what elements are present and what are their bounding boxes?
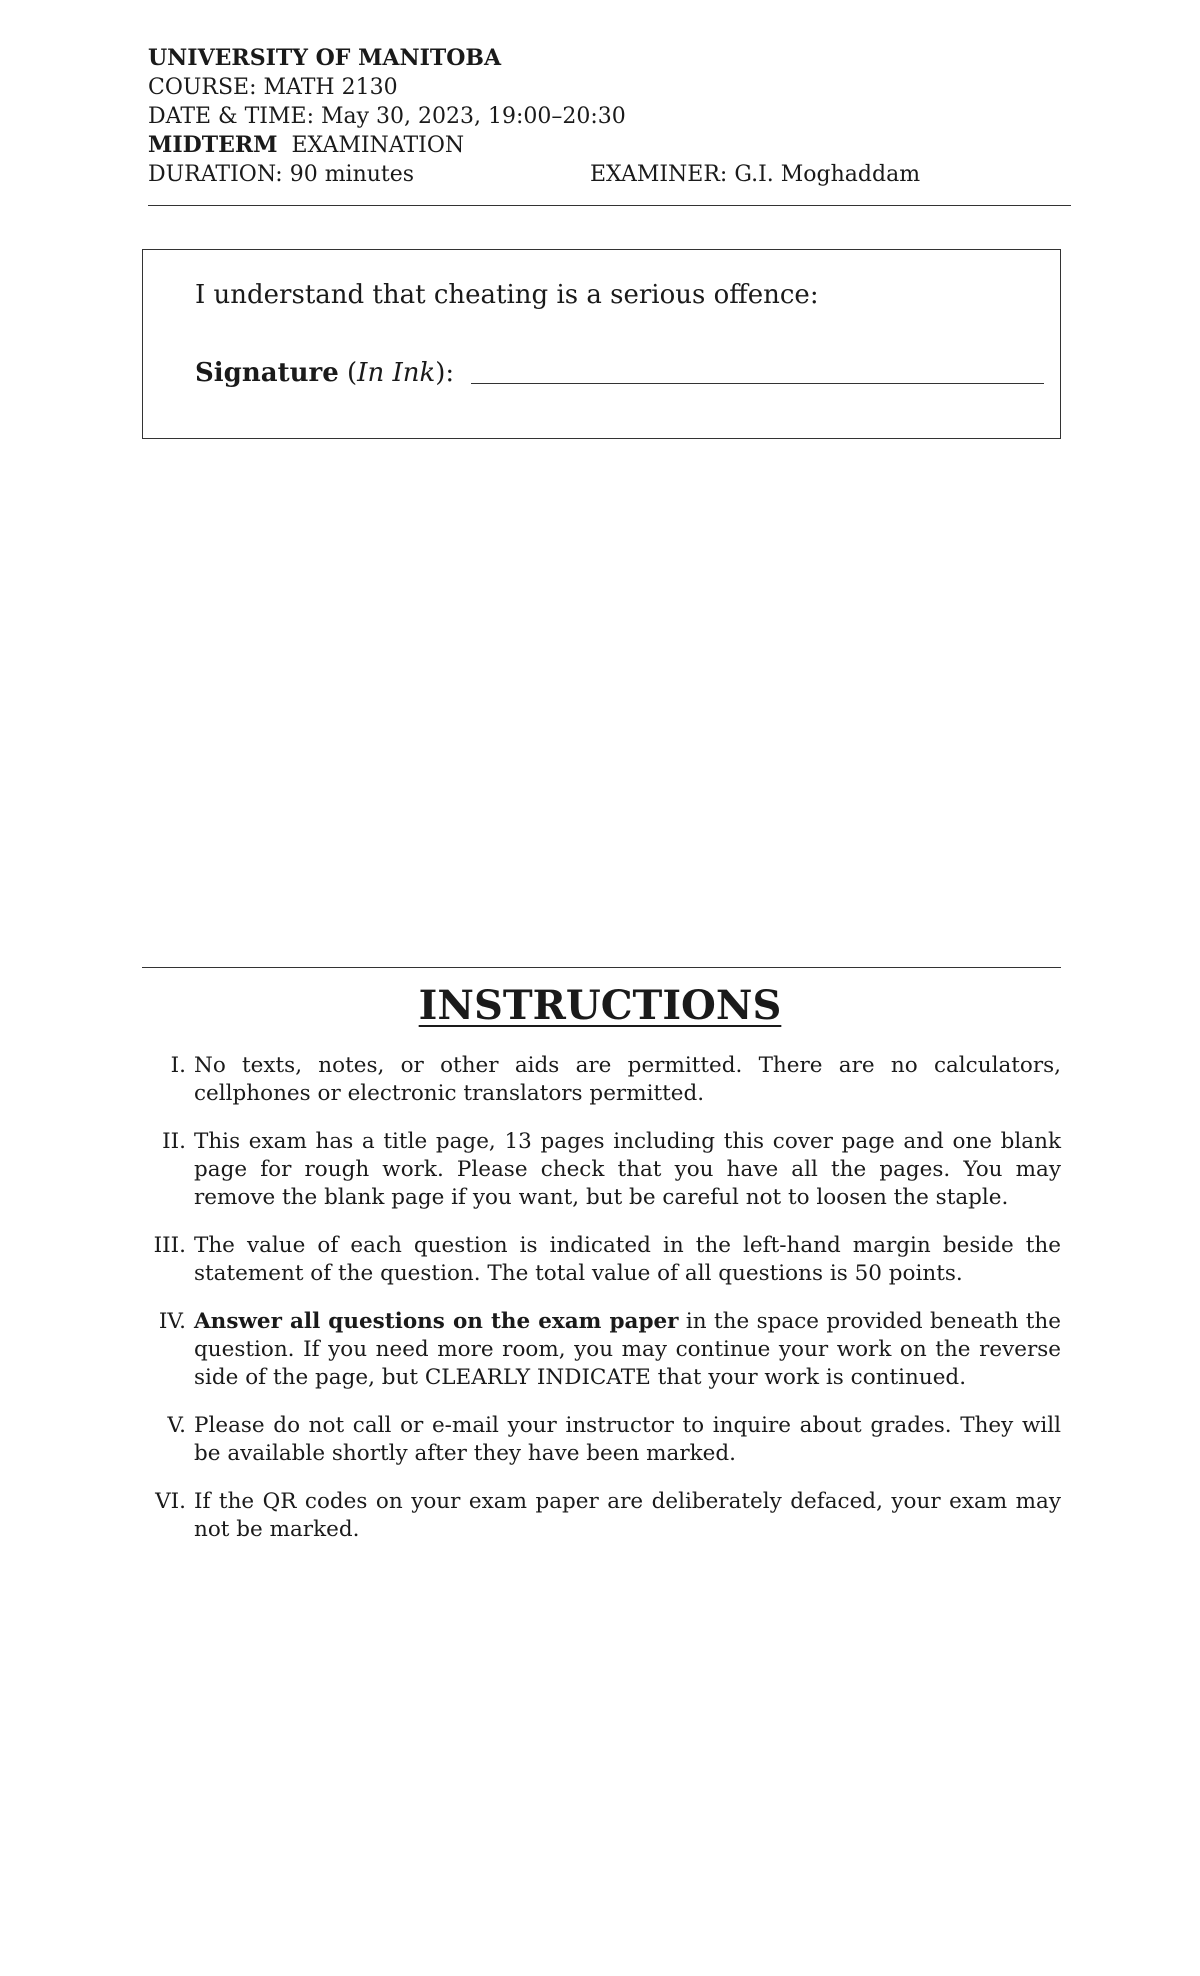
header-divider [148,205,1071,206]
instruction-item [148,1128,1061,1212]
instruction-number: I. [170,1053,186,1078]
instruction-text: No texts, notes, or other aids are permitted. There are no calculators, cellphones or electronic translators permitted. [194,1053,1061,1106]
exam-type-rest: EXAMINATION [291,133,465,158]
instruction-item [148,1308,1061,1392]
instructions-title: INSTRUCTIONS [418,982,782,1029]
signature-box [142,249,1061,439]
instruction-text: This exam has a title page, 13 pages including this cover page and one blank page for rough work. Please check that you have all the pages. You may remove the blank page if you want, but be careful not to loosen the staple. [194,1129,1061,1210]
signature-paren-open: ( [347,358,358,388]
signature-line[interactable] [471,383,1044,384]
exam-datetime: DATE & TIME: May 30, 2023, 19:00–20:30 [148,104,626,129]
instruction-bold-text: Answer all questions on the exam paper [194,1309,679,1334]
exam-type-bold: MIDTERM [148,132,278,158]
instructions-divider [142,967,1061,968]
signature-paren-close: ): [435,358,455,388]
instruction-number: V. [167,1413,186,1438]
instruction-item [148,1232,1061,1288]
cheating-statement: I understand that cheating is a serious offence: [195,280,819,310]
signature-label [195,358,454,388]
course-code: COURSE: MATH 2130 [148,75,398,100]
exam-duration: DURATION: 90 minutes [148,162,415,187]
instruction-item [148,1052,1061,1108]
exam-type [148,131,1068,160]
instruction-item [148,1488,1061,1544]
instruction-item [148,1412,1061,1468]
instruction-text: The value of each question is indicated in the left-hand margin beside the statement of the question. The total value of all questions is 50 points. [194,1233,1061,1286]
signature-label-italic: In Ink [357,358,436,388]
instruction-text: Please do not call or e-mail your instructor to inquire about grades. They will be available shortly after they have been marked. [194,1413,1061,1466]
instruction-text: in the space provided beneath the question. If you need more room, you may continue your work on the reverse side of the page, but CLEARLY INDICATE that your work is continued. [194,1309,1061,1390]
instruction-number: IV. [158,1309,186,1334]
instruction-text: If the QR codes on your exam paper are deliberately defaced, your exam may not be marked. [194,1489,1061,1542]
examiner-name: EXAMINER: G.I. Moghaddam [590,162,921,187]
exam-header [148,44,1068,189]
university-name: UNIVERSITY OF MANITOBA [148,45,502,71]
instructions-list [148,1052,1061,1564]
signature-label-bold: Signature [195,358,339,388]
instruction-number: III. [153,1233,186,1258]
instruction-number: II. [162,1129,186,1154]
instruction-number: VI. [155,1489,186,1514]
